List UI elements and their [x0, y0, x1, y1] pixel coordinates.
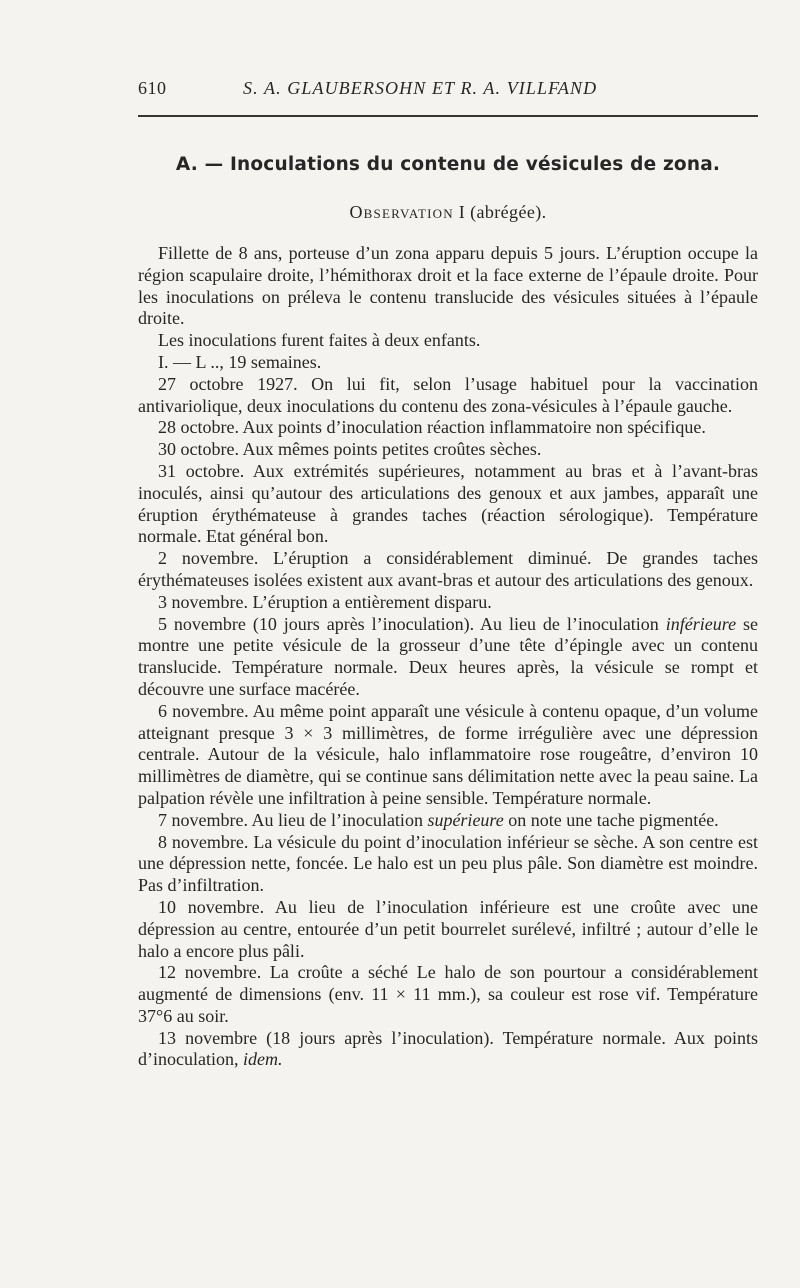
- november-5-text-after: se montre une petite vésicule de la grosseur d’une tête d’épingle avec un contenu translucide. Température normale. Deux heures après, la vésicule se rompt et découvre une surface macérée.: [138, 613, 758, 699]
- observation-heading: [138, 202, 758, 223]
- november-6-paragraph: 6 novembre. Au même point apparaît une vésicule à contenu opaque, d’un volume atteignant presque 3 × 3 millimètres, de forme irrégulière avec une dépression centrale. Autour de la vésicule, halo inflammatoire rose rougeâtre, d’environ 10 millimètres de diamètre, qui se continue sans délimitation nette avec la peau saine. La palpation révèle une infiltration à peine sensible. Température normale.: [138, 700, 758, 808]
- inoculation-count-paragraph: Les inoculations furent faites à deux enfants.: [158, 330, 481, 351]
- november-13-paragraph: [138, 1028, 758, 1072]
- november-5-paragraph: [138, 614, 758, 701]
- page-number: 610: [138, 78, 167, 98]
- november-7-text-after: on note une tache pigmentée.: [508, 809, 719, 830]
- november-12-paragraph: 12 novembre. La croûte a séché Le halo de son pourtour a considérablement augmenté de dimensions (env. 11 × 11 mm.), sa couleur est rose vif. Température 37°6 au soir.: [138, 962, 758, 1026]
- october-27-paragraph: 27 octobre 1927. On lui fit, selon l’usage habituel pour la vaccination antivariolique, deux inoculations du contenu des zona-vésicules à l’épaule gauche.: [138, 373, 758, 416]
- november-10-paragraph: 10 novembre. Au lieu de l’inoculation inférieure est une croûte avec une dépression au centre, entourée d’un petit bourrelet surélevé, infiltré ; autour d’elle le halo a encore plus pâli.: [138, 896, 758, 961]
- header-rule: [138, 115, 758, 117]
- observation-suffix: (abrégée).: [470, 202, 547, 222]
- october-31-paragraph: 31 octobre. Aux extrémités supérieures, notamment au bras et à l’avant-bras inoculés, ainsi qu’autour des articulations des genoux et aux jambes, apparaît une éruption érythémateuse à grandes taches (réaction sérologique). Température normale. Etat général bon.: [138, 460, 758, 547]
- idem-emphasis: idem.: [242, 1049, 283, 1070]
- observation-label: Observation: [349, 202, 454, 222]
- inferieure-emphasis: inférieure: [665, 613, 737, 634]
- running-header: [138, 78, 758, 106]
- november-2-paragraph: 2 novembre. L’éruption a considérablement diminué. De grandes taches érythémateuses isolées existent aux avant-bras et autour des articulations des genoux.: [138, 548, 758, 590]
- running-title: S. A. GLAUBERSOHN ET R. A. VILLFAND: [243, 78, 598, 98]
- section-heading: A. — Inoculations du contenu de vésicules de zona.: [175, 154, 721, 175]
- november-13-text-before: 13 novembre (18 jours après l’inoculation). Température normale. Aux points d’inoculation,: [138, 1027, 758, 1070]
- observation-body: [138, 243, 758, 1071]
- clinical-summary-paragraph: Fillette de 8 ans, porteuse d’un zona apparu depuis 5 jours. L’éruption occupe la région scapulaire droite, l’hémithorax droit et la face externe de l’épaule droite. Pour les inoculations on préleva le contenu translucide des vésicules situées à l’épaule droite.: [138, 243, 758, 329]
- november-8-paragraph: 8 novembre. La vésicule du point d’inoculation inférieur se sèche. A son centre est une dépression nette, foncée. Le halo est un peu plus pâle. Son diamètre est moindre. Pas d’infiltration.: [138, 831, 758, 896]
- october-28-paragraph: 28 octobre. Aux points d’inoculation réaction inflammatoire non spécifique.: [158, 417, 706, 438]
- november-5-text-before: 5 novembre (10 jours après l’inoculation). Au lieu de l’inoculation: [158, 613, 659, 634]
- november-7-text-before: 7 novembre. Au lieu de l’inoculation: [158, 809, 423, 830]
- november-7-paragraph: [138, 810, 758, 832]
- observation-number: I: [458, 202, 466, 222]
- october-30-paragraph: 30 octobre. Aux mêmes points petites croûtes sèches.: [158, 439, 542, 460]
- patient-paragraph: I. — L .., 19 semaines.: [158, 351, 322, 372]
- november-3-paragraph: 3 novembre. L’éruption a entièrement disparu.: [158, 591, 492, 612]
- superieure-emphasis: supérieure: [427, 809, 504, 830]
